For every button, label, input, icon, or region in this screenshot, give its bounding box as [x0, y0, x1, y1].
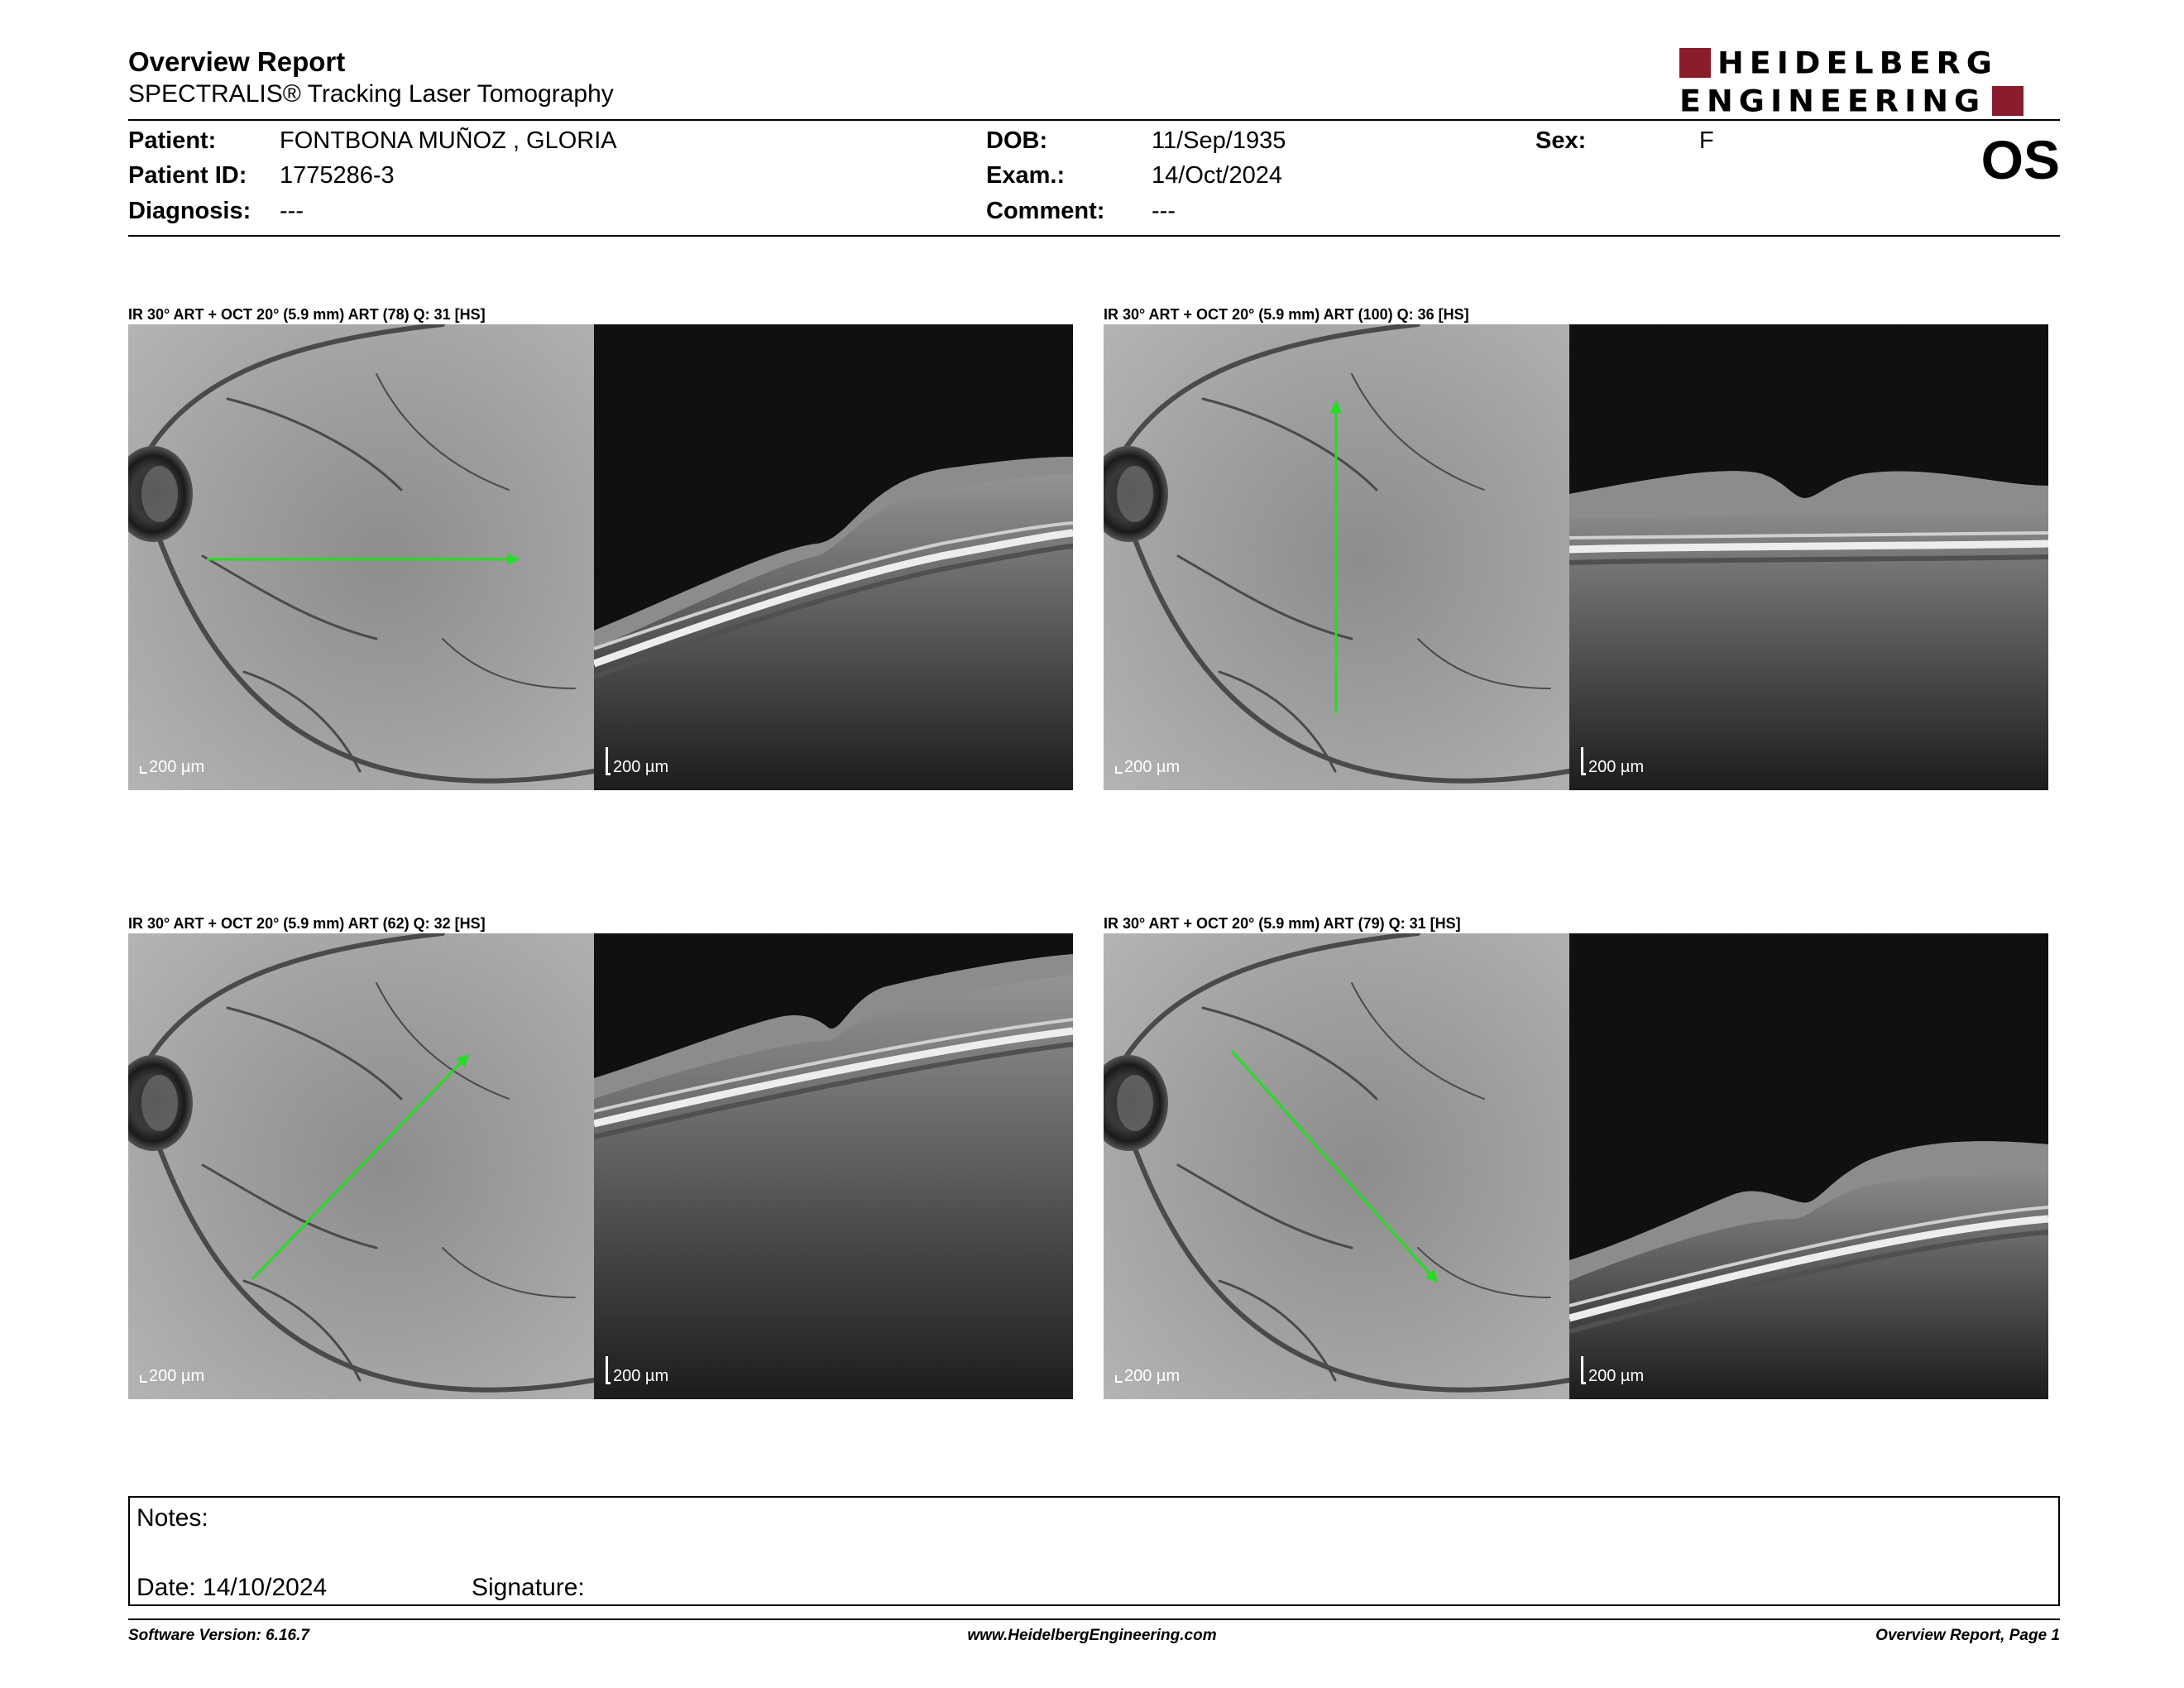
dob-value: 11/Sep/1935	[1152, 127, 1286, 154]
notes-box	[128, 1496, 2060, 1606]
patient-name: FONTBONA MUÑOZ , GLORIA	[280, 127, 617, 154]
exam-label: Exam.:	[986, 162, 1066, 189]
date-label: Date: 14/10/2024	[136, 1574, 328, 1601]
oct-bscan-image	[594, 324, 1073, 790]
panel-caption: IR 30° ART + OCT 20° (5.9 mm) ART (100) Q: 36 [HS]	[1104, 306, 1469, 323]
fundus-image	[128, 933, 594, 1399]
patient-divider	[128, 235, 2060, 237]
patient-label: Patient:	[128, 127, 217, 154]
oct-scale-bar: 200 µm	[1581, 747, 1644, 777]
fundus-image	[1104, 933, 1569, 1399]
oct-scale-bar: 200 µm	[606, 1356, 668, 1386]
notes-label: Notes:	[136, 1504, 208, 1532]
report-subtitle: SPECTRALIS® Tracking Laser Tomography	[128, 80, 614, 108]
comment-value: ---	[1152, 198, 1176, 224]
panel-caption: IR 30° ART + OCT 20° (5.9 mm) ART (79) Q: 31 [HS]	[1104, 915, 1461, 932]
fundus-image	[1104, 324, 1569, 790]
diagnosis-label: Diagnosis:	[128, 198, 251, 224]
patient-id-label: Patient ID:	[128, 162, 247, 189]
fundus-scale-bar: 200 µm	[1115, 1367, 1180, 1386]
website-link[interactable]: www.HeidelbergEngineering.com	[967, 1627, 1217, 1644]
page-number: Overview Report, Page 1	[1875, 1627, 2060, 1644]
heidelberg-logo	[1679, 43, 2060, 119]
comment-label: Comment:	[986, 198, 1105, 224]
panel-caption: IR 30° ART + OCT 20° (5.9 mm) ART (78) Q: 31 [HS]	[128, 306, 486, 323]
logo-word-top: HEIDELBERG	[1717, 46, 1998, 80]
panel-caption: IR 30° ART + OCT 20° (5.9 mm) ART (62) Q: 32 [HS]	[128, 915, 486, 932]
eye-indicator: OS	[1980, 129, 2060, 190]
sex-value: F	[1699, 127, 1714, 154]
oct-bscan-image	[594, 933, 1073, 1399]
fundus-scale-bar: 200 µm	[1115, 758, 1180, 777]
header-divider	[128, 119, 2060, 121]
dob-label: DOB:	[986, 127, 1048, 154]
oct-scale-bar: 200 µm	[606, 747, 668, 777]
exam-value: 14/Oct/2024	[1152, 162, 1282, 189]
oct-bscan-image	[1569, 324, 2048, 790]
signature-label: Signature:	[472, 1574, 585, 1601]
patient-id: 1775286-3	[280, 162, 395, 189]
logo-word-bottom: ENGINEERING	[1679, 84, 1986, 118]
fundus-scale-bar: 200 µm	[140, 758, 204, 777]
sex-label: Sex:	[1535, 127, 1587, 154]
report-title: Overview Report	[128, 46, 346, 77]
logo-square-bottom	[1992, 86, 2024, 116]
diagnosis-value: ---	[280, 198, 304, 224]
fundus-image	[128, 324, 594, 790]
logo-square-top	[1679, 48, 1711, 78]
footer-divider	[128, 1618, 2060, 1620]
fundus-scale-bar: 200 µm	[140, 1367, 204, 1386]
oct-bscan-image	[1569, 933, 2048, 1399]
software-version: Software Version: 6.16.7	[128, 1627, 309, 1644]
oct-scale-bar: 200 µm	[1581, 1356, 1644, 1386]
